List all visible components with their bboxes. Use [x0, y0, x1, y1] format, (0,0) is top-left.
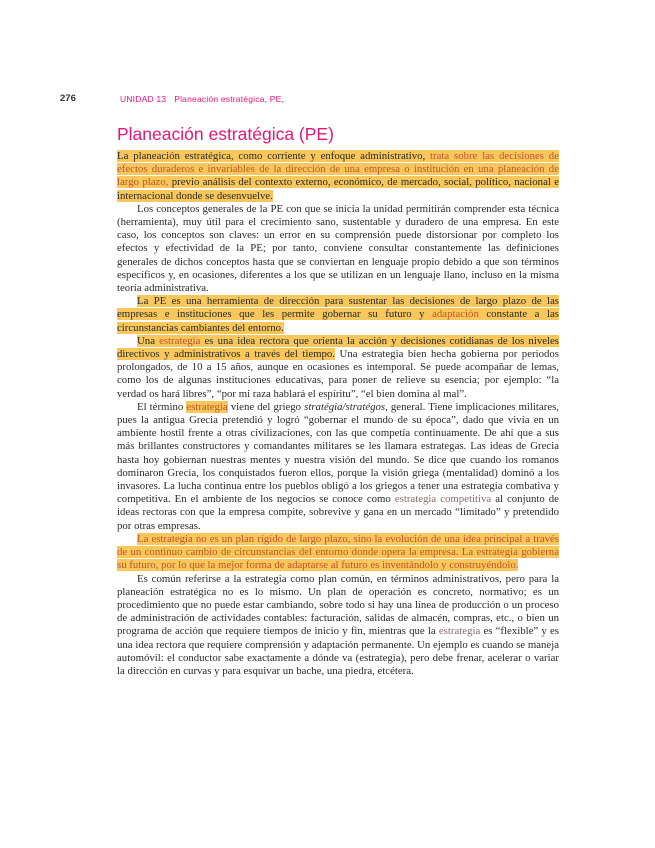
keyword: estrategia — [186, 400, 228, 413]
unit-title: Planeación estratégica, PE, — [174, 94, 285, 104]
running-header — [60, 93, 615, 107]
paragraph-3 — [117, 295, 559, 335]
highlight: Una estrategia es una idea rectora que orienta la acción y decisiones cotidianas de los niveles directivos y administrativos a través del tiempo. — [117, 334, 559, 361]
unit-header — [120, 94, 284, 104]
page-number: 276 — [60, 93, 76, 104]
highlight: La estrategia no es un plan rígido de largo plazo, sino la evolución de una idea principal a través de un continuo cambio de circunstancias del entorno donde opera la empresa. La estrategia gobierna su futuro, por lo que la mejor forma de adaptarse al futuro es inventándolo y construyéndolo. — [117, 532, 559, 572]
paragraph-4: Una estrategia es una idea rectora que orienta la acción y decisiones cotidianas de los niveles directivos y administrativos a través del tiempo. Una estrategia bien hecha gobierna por periodos prolongados, de 10 a 15 años, aunque en ocasiones es intemporal. Se puede acompañar de lemas, como los de algunas instituciones educativas, para poner de relieve su esencia; por ejemplo: “la verdad os hará libres”, “por mi raza hablará el espíritu”, “el bien domina al mal”. — [117, 334, 559, 400]
paragraph-2: Los conceptos generales de la PE con que se inicia la unidad permitirán comprender esta técnica (herramienta), muy útil para el crecimiento sano, sustentable y duradero de una empresa. En este caso, los conceptos son claves: un error en su comprensión puede distorsionar por completo los efectos y efectividad de la PE; por tanto, conviene consultar constantemente las definiciones generales de dichos conceptos hasta que se conviertan en lenguaje propio debido a que son términos específicos y, en ocasiones, diferentes a los que se utilizan en un lenguaje llano, incluso en la misma teoría administrativa. — [117, 202, 559, 295]
keyword: adaptación — [432, 308, 479, 321]
keyword: estrategia competitiva — [394, 493, 492, 506]
highlight: La planeación estratégica, como corriente y enfoque administrativo, trata sobre las decisiones de efectos duraderos e invariables de la dirección de una empresa o institución en una planeación de largo plazo, previo análisis del contexto externo, económico, de mercado, social, político, nacional e internacional donde se desenvuelve. — [117, 150, 559, 202]
paragraph-6 — [117, 533, 559, 573]
paragraph-5: El término estrategia viene del griego stratégia/stratégos, general. Tiene implicaciones militares, pues la antigua Grecia pretendió y logró “gobernar el mundo de su época”, dado que vivía en un ambiente hostil frente a otras civilizaciones, con las que competía continuamente. De ahí que a sus más brillantes constructores y comandantes militares se les llamara estrategas. Las ideas de Grecia hasta hoy gobiernan nuestras mentes y nuestra visión del mundo. Se dice que cuando los romanos dominaron Grecia, los conquistados fueron ellos, porque la visión griega (mentalidad) dominó a los invasores. La lucha continua entre los pueblos obligó a los griegos a tener una estrategia combativa y competitiva. En el ambiente de los negocios se conoce como estrategia competitiva al conjunto de ideas rectoras con que la empresa compite, sobrevive y gana en un mercado “limitado” y pretendido por otras empresas. — [117, 400, 560, 532]
section-title: Planeación estratégica (PE) — [117, 124, 334, 144]
keyword: estrategia — [159, 334, 201, 347]
keyword: estrategia — [438, 625, 481, 638]
body-text — [117, 150, 559, 678]
paragraph-7: Es común referirse a la estrategia como plan común, en términos administrativos, pero para la planeación estratégica no es lo mismo. Un plan de operación es concreto, normativo; es un procedimiento que no puede estar cambiando, sobre todo si hay una línea de producción o un proceso de administración de actividades contables: facturación, salidas de almacén, compras, etc., o bien un programa de acción que requiere tiempos de inicio y fin, mientras que la estrategia es “flexible” y es una idea rectora que requiere comprensión y adaptación permanente. Un ejemplo es cuando se maneja automóvil: el conductor sabe exactamente a dónde va (estrategia), pero debe frenar, acelerar o variar la dirección en curvas y para esquivar un bache, una piedra, etcétera. — [117, 572, 559, 677]
paragraph-1 — [117, 150, 559, 203]
highlight: La PE es una herramienta de dirección para sustentar las decisiones de largo plazo de las empresas e instituciones que les permite gobernar su futuro y adaptación constante a las circunstancias cambiantes del entorno. — [117, 295, 559, 334]
unit-label: UNIDAD 13 — [120, 94, 167, 104]
